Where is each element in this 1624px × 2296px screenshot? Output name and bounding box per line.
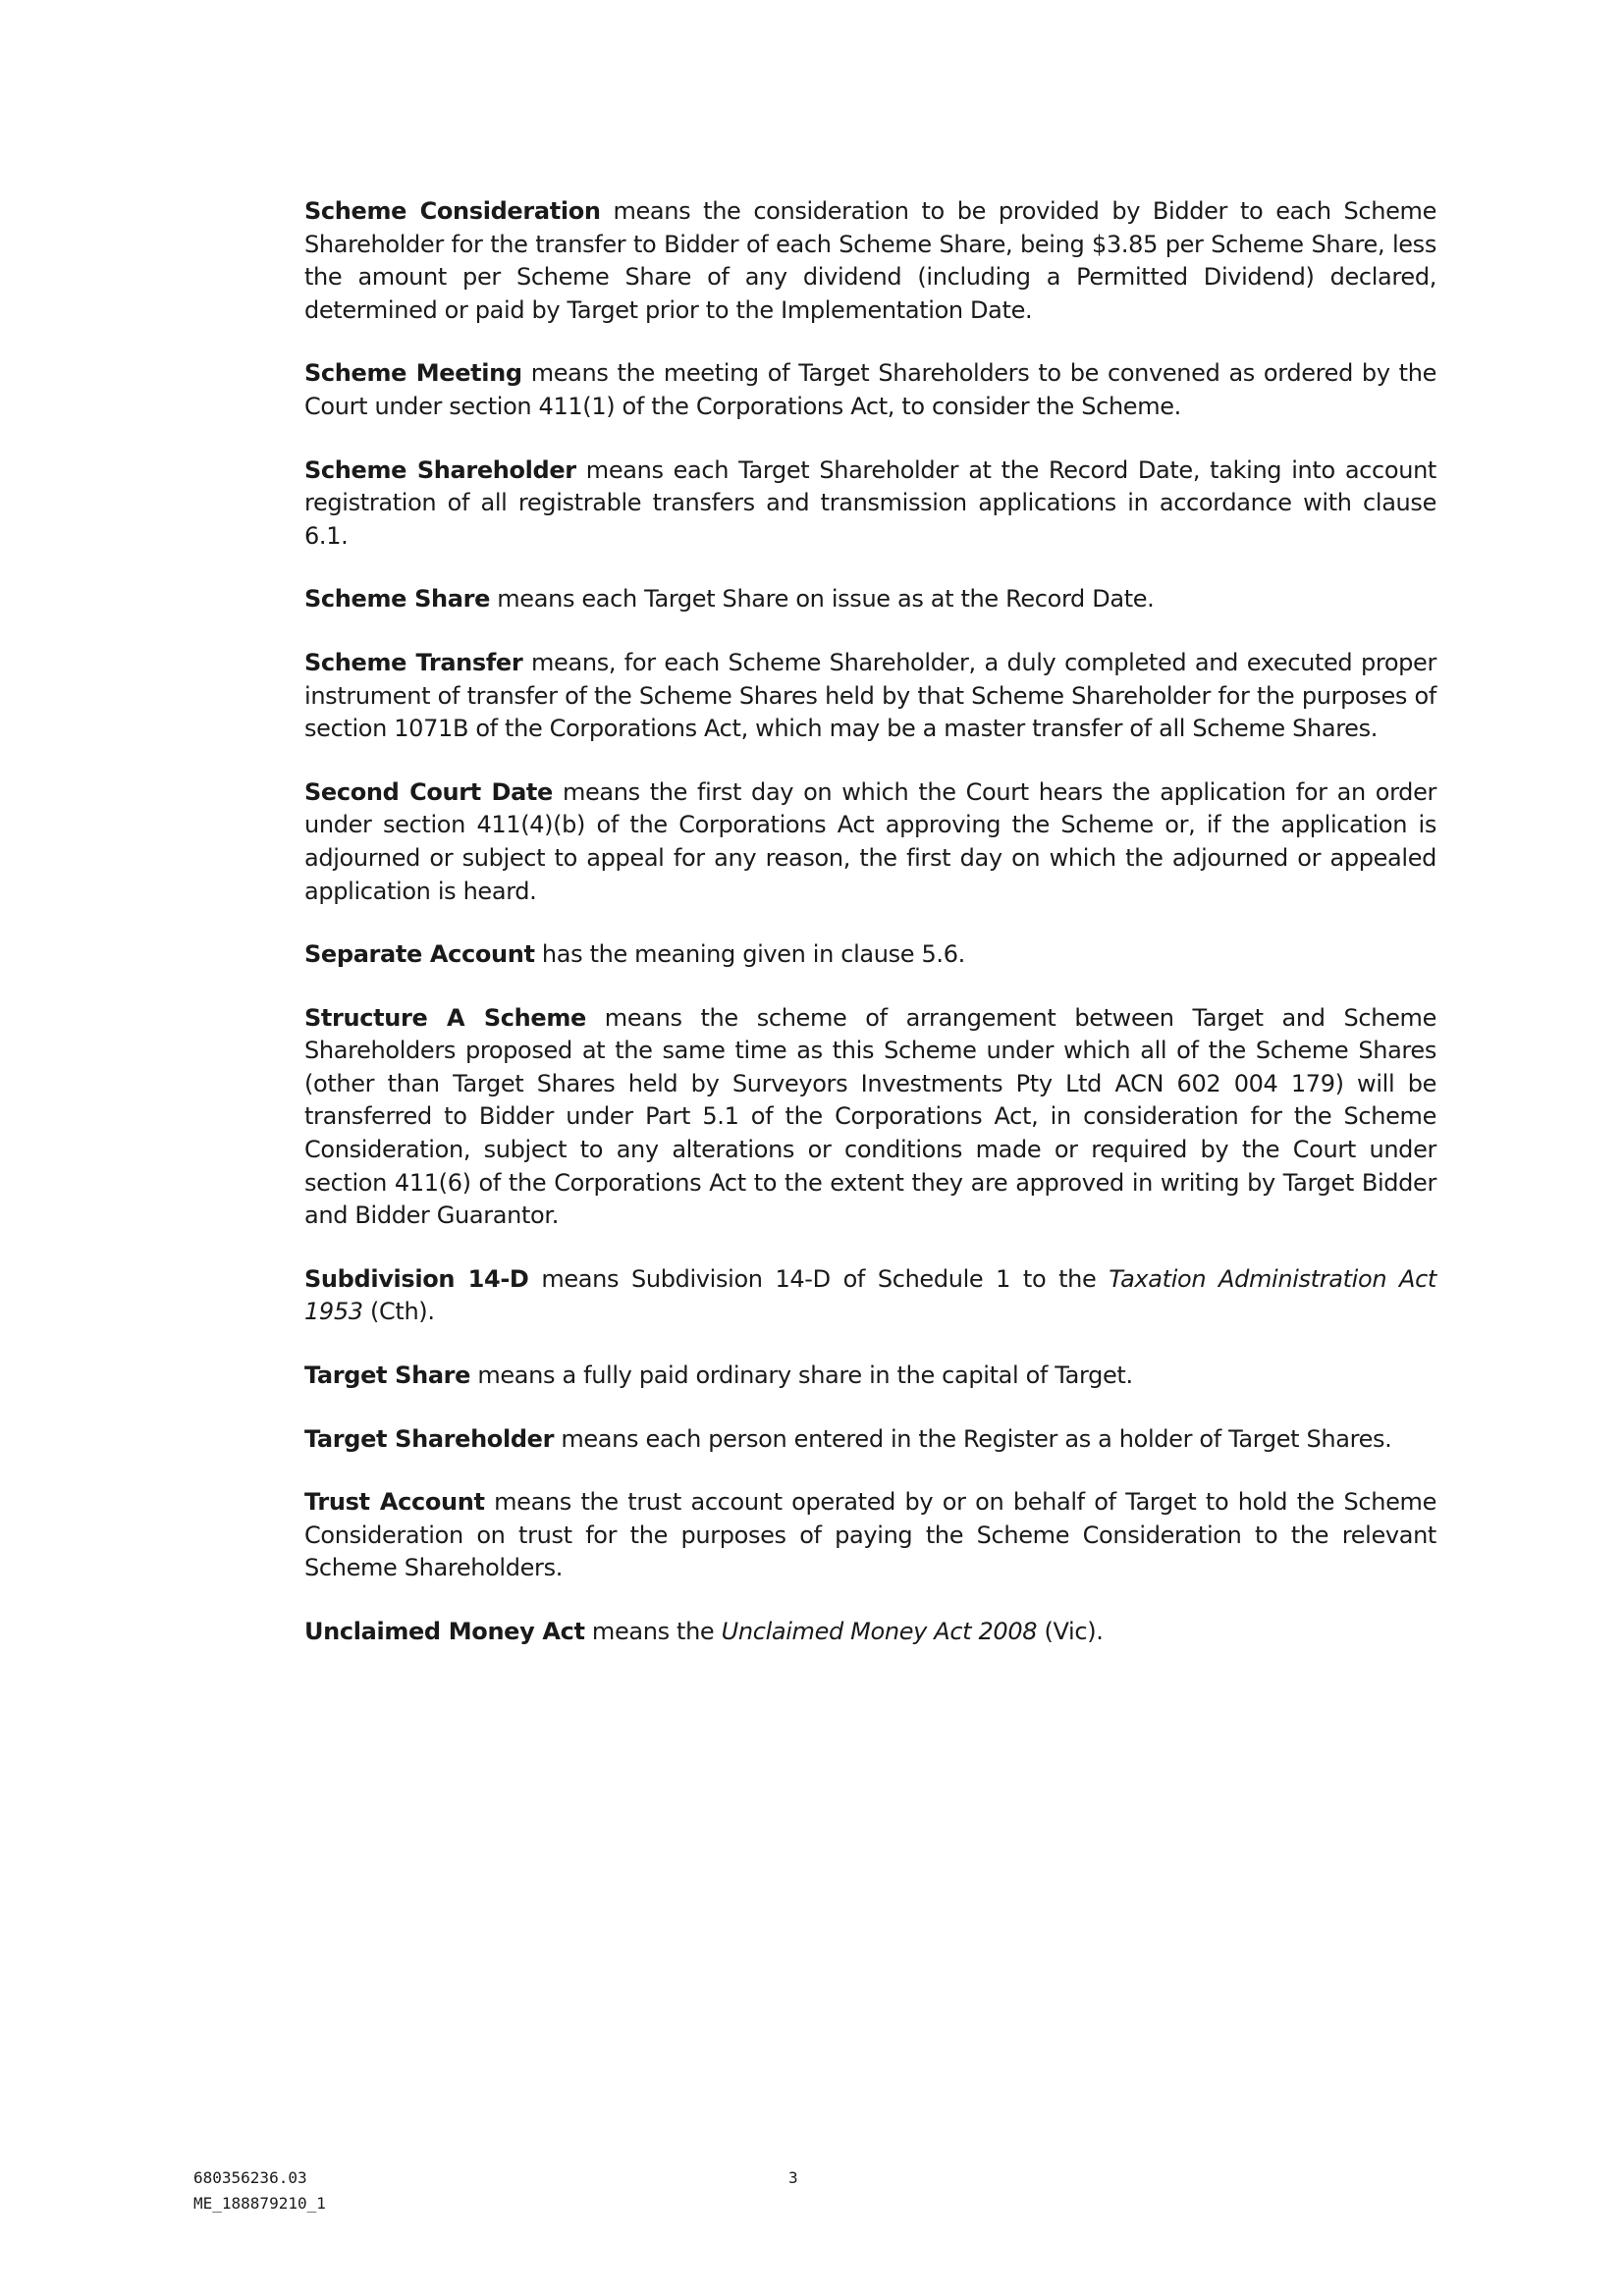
definition [304,357,1436,423]
footer-document-reference [193,2165,326,2216]
definition [304,1423,1436,1457]
definition-text: means the scheme of arrangement between Target and Scheme Shareholders proposed at the same time as this Scheme under which all of the Scheme Shares (other than Target Shares held by Surveyors Investments Pty Ltd ACN 602 004 179) will be transferred to Bidder under Part 5.1 of the Corporations Act, in consideration for the Scheme Consideration, subject to any alterations or conditions made or required by the Court under section 411(6) of the Corporations Act to the extent they are approved in writing by Target Bidder and Bidder Guarantor. [304,1003,1436,1230]
defined-term: Structure A Scheme [304,1003,586,1032]
definition-text: means the first day on which the Court hears the application for an order under section 411(4)(b) of the Corporations Act approving the Scheme or, if the application is adjourned or subject to appeal for any reason, the first day on which the adjourned or appealed application is heard. [304,777,1436,905]
definition [304,1360,1436,1393]
definition-text: means the meeting of Target Shareholders to be convened as ordered by the Court under section 411(1) of the Corporations Act, to consider the Scheme. [304,359,1436,420]
document-number: 680356236.03 [193,2168,307,2187]
definition-text-after: (Cth). [362,1298,435,1326]
page-number: 3 [788,2168,798,2187]
defined-term: Scheme Share [304,585,490,614]
definition [304,1263,1436,1329]
definition [304,1486,1436,1585]
definitions-list [304,195,1436,1680]
defined-term: Subdivision 14-D [304,1264,529,1293]
definition-text: means Subdivision 14-D of Schedule 1 to the [528,1264,1110,1293]
defined-term: Scheme Transfer [304,648,523,676]
defined-term: Second Court Date [304,777,553,806]
defined-term: Target Shareholder [304,1424,555,1453]
definition [304,583,1436,616]
definition [304,1616,1436,1649]
definition [304,1002,1436,1233]
defined-term: Scheme Meeting [304,359,522,388]
definition [304,938,1436,972]
definition-text-after: (Vic). [1037,1618,1104,1645]
definition [304,647,1436,746]
defined-term: Scheme Consideration [304,197,601,225]
defined-term: Trust Account [304,1488,485,1517]
definition-text: means the trust account operated by or on behalf of Target to hold the Scheme Consideration on trust for the purposes of paying the Scheme Consideration to the relevant Scheme Shareholders. [304,1488,1436,1582]
definition [304,195,1436,327]
defined-term: Separate Account [304,940,535,969]
definition-text: has the meaning given in clause 5.6. [534,940,965,969]
definition-text: means the [584,1618,722,1645]
definition-text: means each Target Shareholder at the Record Date, taking into account registration of all registrable transfers and transmission applications in accordance with clause 6.1. [304,455,1436,550]
defined-term: Unclaimed Money Act [304,1618,585,1645]
definition [304,454,1436,554]
statute-title: Unclaimed Money Act 2008 [721,1618,1038,1645]
statute-title: Taxation Administration Act 1953 [304,1264,1436,1326]
document-ref: ME_188879210_1 [193,2194,326,2213]
definition-text: means a fully paid ordinary share in the capital of Target. [470,1362,1133,1390]
definition-text: means each Target Share on issue as at the Record Date. [490,585,1155,614]
definition [304,776,1436,908]
definition-text: means each person entered in the Register as a holder of Target Shares. [554,1424,1392,1453]
definition-text: means, for each Scheme Shareholder, a duly completed and executed proper instrument of transfer of the Scheme Shares held by that Scheme Shareholder for the purposes of section 1071B of the Corporations Act, which may be a master transfer of all Scheme Shares. [304,648,1436,743]
definition-text: means the consideration to be provided by Bidder to each Scheme Shareholder for the transfer to Bidder of each Scheme Share, being $3.85 per Scheme Share, less the amount per Scheme Share of any dividend (including a Permitted Dividend) declared, determined or paid by Target prior to the Implementation Date. [304,197,1436,324]
defined-term: Scheme Shareholder [304,455,576,484]
defined-term: Target Share [304,1362,471,1390]
